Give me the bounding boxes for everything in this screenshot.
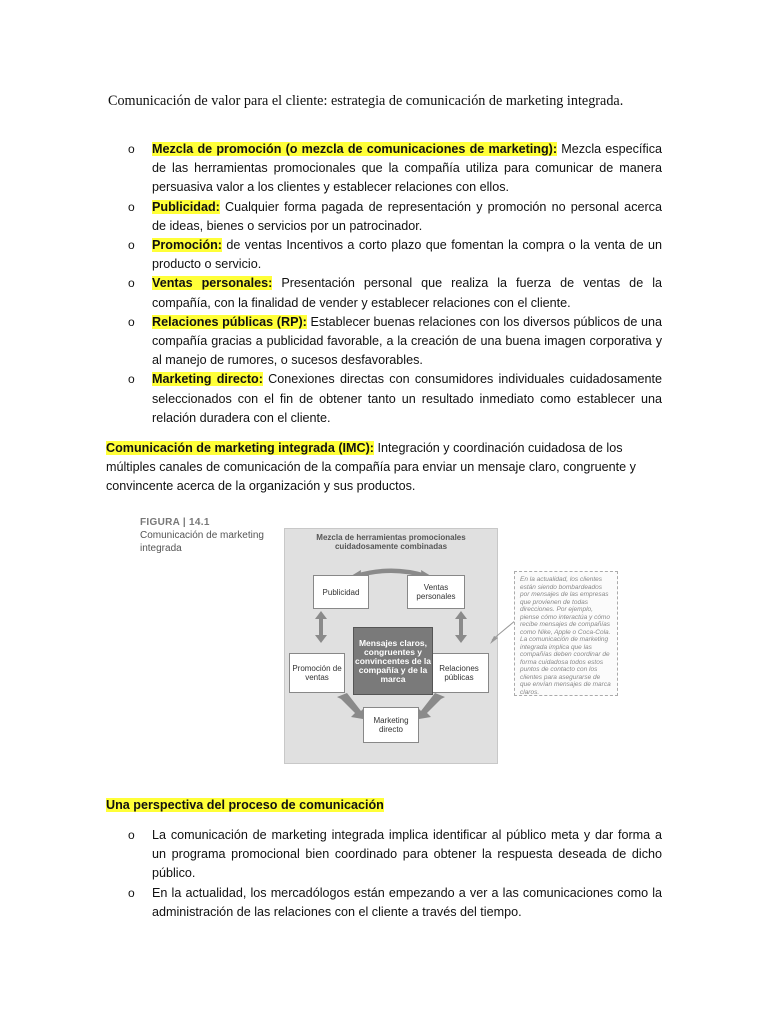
definition-text: Establecer buenas relaciones con los diversos públicos de una compañía gracias a publicidad favorable, a la creación de una buena imagen corporativa y al manejo de rumores, o sucesos desfavorables.: [152, 314, 662, 368]
list-item: [126, 274, 662, 312]
list-item: [126, 198, 662, 236]
center-message: Mensajes claros, congruentes y convincentes de la compañía y de la marca: [353, 627, 433, 695]
figure-label: FIGURA | 14.1: [140, 517, 210, 528]
process-list: [126, 826, 662, 922]
arrow-left-down: [315, 635, 327, 643]
arrow-bottom-right: [417, 693, 445, 719]
definition-text: Integración y coordinación cuidadosa de los múltiples canales de comunicación de la compañía para enviar un mensaje claro, congruente y convincente acerca de la organización y sus productos.: [106, 441, 636, 494]
term-highlight: Promoción:: [152, 238, 222, 253]
arrow-right-up: [455, 611, 467, 619]
section-heading: [106, 796, 384, 815]
term-highlight: Comunicación de marketing integrada (IMC):: [106, 441, 374, 455]
imc-figure: [140, 516, 620, 771]
list-item: [126, 236, 662, 274]
definition-text: Presentación personal que realiza la fuerza de ventas de la compañía, con la finalidad de vender y establecer relaciones con el cliente.: [152, 276, 662, 310]
bullet-icon: o: [128, 372, 135, 387]
term-highlight: Mezcla de promoción (o mezcla de comunicaciones de marketing):: [152, 142, 558, 156]
node-promocion-ventas: Promoción de ventas: [289, 653, 345, 693]
bullet-icon: o: [128, 142, 135, 156]
definition-text: Conexiones directas con consumidores individuales cuidadosamente seleccionados con el fin de obtener tanto un resultado inmediato como establecer una relación duradera con el cliente.: [152, 372, 662, 425]
list-item: [126, 140, 662, 198]
bullet-icon: o: [128, 828, 135, 842]
bullet-icon: o: [128, 238, 135, 253]
term-highlight: Relaciones públicas (RP):: [152, 314, 307, 329]
arrow-left-up: [315, 611, 327, 619]
bullet-icon: o: [128, 885, 135, 900]
diagram-header: Mezcla de herramientas promocionales cuidadosamente combinadas: [316, 533, 466, 551]
list-item: [126, 826, 662, 884]
list-item: [126, 370, 662, 428]
arrow-bottom-left: [337, 693, 365, 719]
diagram-box: [284, 528, 498, 764]
promotion-mix-list: [126, 140, 662, 428]
node-publicidad: Publicidad: [313, 575, 369, 609]
figure-side-note: En la actualidad, los clientes están siendo bombardeados por mensajes de las empresas que provienen de todas direcciones. Por ejemplo, piense cómo interactúa y cómo recibe mensajes de compañías como Nike, Apple o Coca-Cola. La comunicación de marketing integrada implica que las compañías deben coordinar de forma cuidadosa todos estos puntos de contacto con los clientes para asegurarse de que envían mensajes de marca claros.: [514, 571, 618, 696]
node-ventas-personales: Ventas personales: [407, 575, 465, 609]
definition-text: de ventas Incentivos a corto plazo que fomentan la compra o la venta de un producto o servicio.: [152, 238, 662, 272]
definition-text: Mezcla específica de las herramientas promocionales que la compañía utiliza para comunicar de manera persuasiva valor a los clientes y establecer relaciones con ellos.: [152, 142, 662, 195]
bullet-icon: o: [128, 199, 135, 214]
heading-highlight: Una perspectiva del proceso de comunicación: [106, 798, 384, 812]
bullet-icon: o: [128, 314, 135, 329]
arrow-right-down: [455, 635, 467, 643]
bullet-icon: o: [128, 276, 135, 291]
list-item-text: La comunicación de marketing integrada implica identificar al público meta y dar forma a un programa promocional bien coordinado para obtener la respuesta deseada de dicho público.: [152, 828, 662, 881]
figure-caption: [140, 516, 280, 555]
node-marketing-directo: Marketing directo: [363, 707, 419, 743]
figure-caption-text: Comunicación de marketing integrada: [140, 530, 264, 554]
imc-paragraph: [106, 439, 666, 497]
list-item: [126, 884, 662, 922]
list-item: [126, 313, 662, 371]
term-highlight: Ventas personales:: [152, 276, 273, 291]
document-title: Comunicación de valor para el cliente: estrategia de comunicación de marketing integrada.: [108, 93, 624, 109]
node-relaciones-publicas: Relaciones públicas: [429, 653, 489, 693]
list-item-text: En la actualidad, los mercadólogos están empezando a ver a las comunicaciones como la administración de las relaciones con el cliente a través del tiempo.: [152, 885, 662, 919]
term-highlight: Marketing directo:: [152, 372, 263, 387]
definition-text: Cualquier forma pagada de representación y promoción no personal acerca de ideas, bienes o servicios por un patrocinador.: [152, 199, 662, 233]
term-highlight: Publicidad:: [152, 199, 220, 214]
